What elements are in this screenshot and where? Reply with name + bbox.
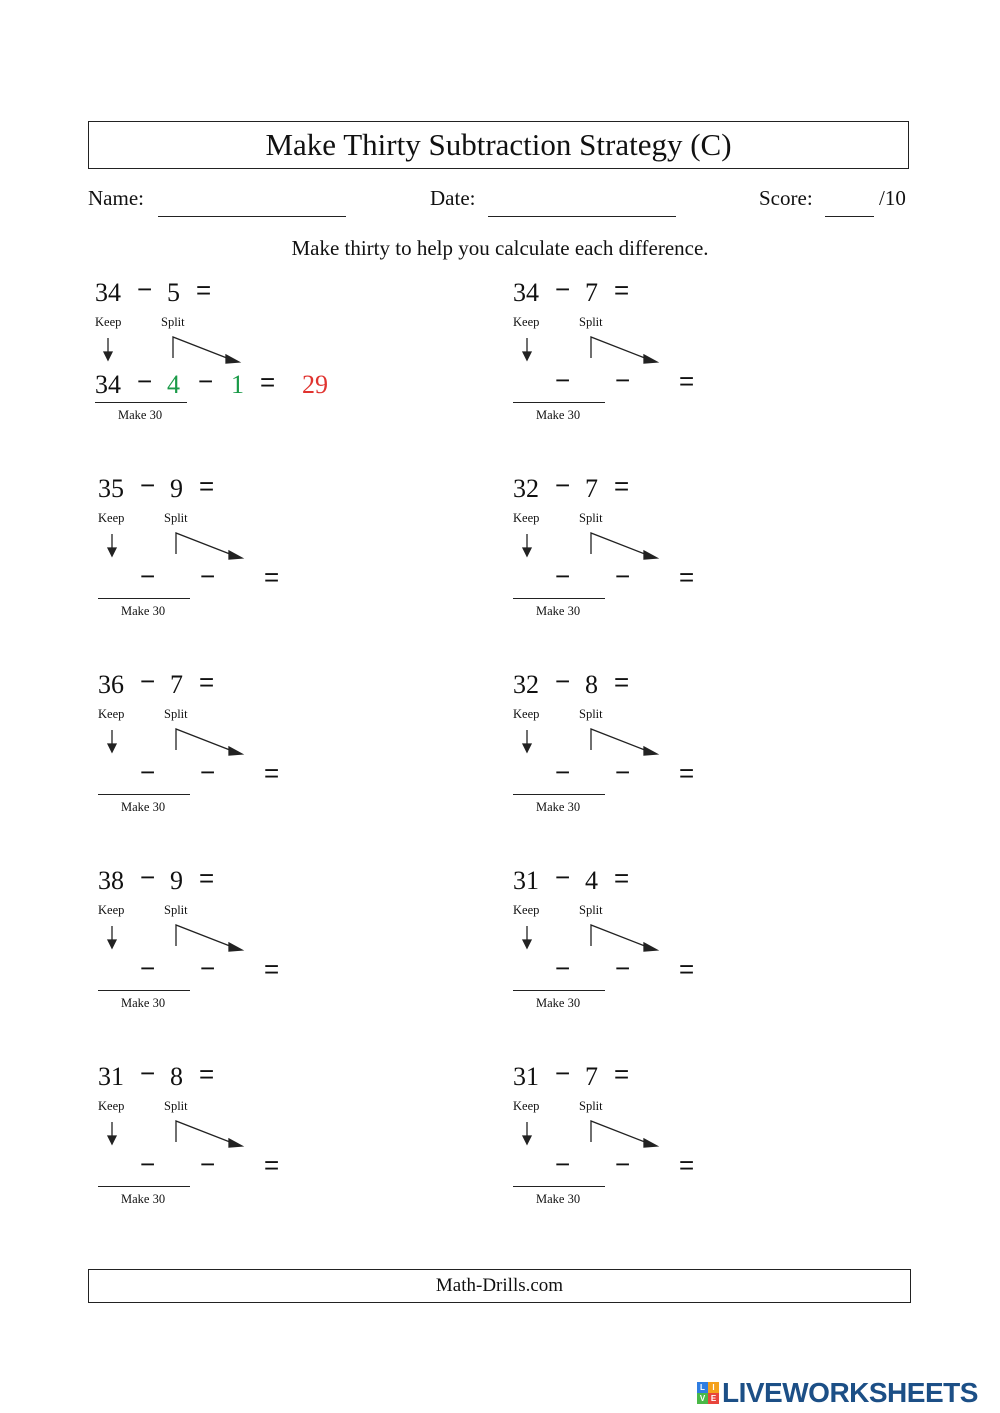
minus-sign: − [200, 1149, 216, 1179]
equals-sign: = [614, 275, 630, 305]
problem-minuend: 31 [513, 866, 539, 895]
liveworksheets-logo [697, 1382, 719, 1404]
minus-sign: − [140, 757, 156, 787]
minus-sign: − [140, 561, 156, 591]
equals-sign: = [614, 1059, 630, 1089]
make30-underline [513, 1186, 605, 1187]
equals-sign: = [199, 863, 215, 893]
minus-sign: − [555, 953, 571, 983]
keep-label: Keep [98, 903, 125, 917]
problem-minuend: 38 [98, 866, 124, 895]
minus-sign: − [140, 953, 156, 983]
equals-sign: = [264, 562, 280, 592]
make30-label: Make 30 [536, 996, 581, 1010]
make30-label: Make 30 [536, 800, 581, 814]
logo-tile: L [697, 1382, 708, 1393]
minus-sign: − [140, 666, 156, 696]
problem [507, 470, 837, 626]
keep-value: 34 [95, 370, 121, 399]
equals-sign: = [264, 954, 280, 984]
equals-sign: = [199, 471, 215, 501]
problem-minuend: 32 [513, 670, 539, 699]
make30-underline [513, 598, 605, 599]
minus-sign: − [615, 953, 631, 983]
equals-sign: = [679, 366, 695, 396]
equals-sign: = [614, 471, 630, 501]
split-label: Split [579, 315, 603, 329]
make30-underline [98, 794, 190, 795]
keep-label: Keep [513, 1099, 540, 1113]
minus-sign: − [140, 470, 156, 500]
minus-sign: − [200, 757, 216, 787]
split-label: Split [164, 511, 188, 525]
minus-sign: − [555, 470, 571, 500]
problem [92, 862, 422, 1018]
problem-subtrahend: 7 [585, 1062, 598, 1091]
liveworksheets-brand [697, 1378, 978, 1408]
instructions: Make thirty to help you calculate each difference. [291, 236, 709, 260]
equals-sign: = [679, 1150, 695, 1180]
logo-tile: I [708, 1382, 719, 1393]
equals-sign: = [199, 1059, 215, 1089]
problem [92, 666, 422, 822]
keep-label: Keep [98, 511, 125, 525]
minus-sign: − [198, 366, 214, 396]
make30-label: Make 30 [536, 604, 581, 618]
problem-subtrahend: 9 [170, 866, 183, 895]
problem-subtrahend: 7 [585, 474, 598, 503]
problem-minuend: 35 [98, 474, 124, 503]
problem [92, 1058, 422, 1214]
make30-label: Make 30 [121, 604, 166, 618]
score-total: /10 [879, 186, 906, 210]
make30-label: Make 30 [121, 800, 166, 814]
split-label: Split [164, 1099, 188, 1113]
split-label: Split [164, 903, 188, 917]
keep-label: Keep [513, 511, 540, 525]
equals-sign: = [679, 758, 695, 788]
equals-sign: = [679, 954, 695, 984]
problem-subtrahend: 8 [170, 1062, 183, 1091]
minus-sign: − [137, 274, 153, 304]
equals-sign: = [264, 1150, 280, 1180]
make30-label: Make 30 [121, 996, 166, 1010]
problem-subtrahend: 7 [585, 278, 598, 307]
problem-minuend: 32 [513, 474, 539, 503]
problem-minuend: 31 [98, 1062, 124, 1091]
minus-sign: − [615, 365, 631, 395]
equals-sign: = [679, 562, 695, 592]
minus-sign: − [140, 862, 156, 892]
minus-sign: − [615, 757, 631, 787]
keep-label: Keep [98, 1099, 125, 1113]
problem-minuend: 36 [98, 670, 124, 699]
minus-sign: − [555, 365, 571, 395]
problem-subtrahend: 9 [170, 474, 183, 503]
problem [507, 1058, 837, 1214]
make30-label: Make 30 [536, 408, 581, 422]
date-field[interactable] [488, 216, 676, 217]
keep-label: Keep [98, 707, 125, 721]
equals-sign: = [264, 758, 280, 788]
problem-subtrahend: 7 [170, 670, 183, 699]
make30-part: 4 [167, 370, 180, 399]
minus-sign: − [555, 1058, 571, 1088]
problem-subtrahend: 5 [167, 278, 180, 307]
make30-underline [98, 990, 190, 991]
make30-underline [513, 794, 605, 795]
split-label: Split [579, 511, 603, 525]
problem [507, 274, 837, 430]
minus-sign: − [555, 561, 571, 591]
problem [507, 666, 837, 822]
split-label: Split [579, 707, 603, 721]
equals-sign: = [260, 367, 276, 397]
split-label: Split [579, 903, 603, 917]
minus-sign: − [140, 1149, 156, 1179]
logo-tile: E [708, 1393, 719, 1404]
minus-sign: − [555, 274, 571, 304]
minus-sign: − [615, 1149, 631, 1179]
make30-label: Make 30 [536, 1192, 581, 1206]
equals-sign: = [199, 667, 215, 697]
brand-text: LIVEWORKSHEETS [722, 1377, 978, 1408]
minus-sign: − [555, 757, 571, 787]
keep-label: Keep [513, 707, 540, 721]
logo-tile: V [697, 1393, 708, 1404]
make30-underline [513, 402, 605, 403]
remainder-part: 1 [231, 370, 244, 399]
minus-sign: − [555, 1149, 571, 1179]
equals-sign: = [614, 667, 630, 697]
minus-sign: − [615, 561, 631, 591]
problem [92, 470, 422, 626]
split-label: Split [164, 707, 188, 721]
split-label: Split [161, 315, 185, 329]
minus-sign: − [200, 953, 216, 983]
minus-sign: − [555, 862, 571, 892]
problem-subtrahend: 8 [585, 670, 598, 699]
minus-sign: − [137, 366, 153, 396]
make30-underline [98, 598, 190, 599]
keep-label: Keep [95, 315, 122, 329]
problem [507, 862, 837, 1018]
equals-sign: = [196, 275, 212, 305]
make30-underline [513, 990, 605, 991]
footer-source: Math-Drills.com [88, 1269, 911, 1303]
keep-label: Keep [513, 315, 540, 329]
make30-label: Make 30 [121, 1192, 166, 1206]
score-label: Score: [759, 186, 813, 210]
problem-subtrahend: 4 [585, 866, 598, 895]
example-problem [92, 274, 422, 430]
minus-sign: − [200, 561, 216, 591]
problem-minuend: 31 [513, 1062, 539, 1091]
keep-label: Keep [513, 903, 540, 917]
score-field[interactable] [825, 216, 874, 217]
worksheet-title: Make Thirty Subtraction Strategy (C) [88, 121, 909, 169]
problem-minuend: 34 [95, 278, 121, 307]
answer: 29 [302, 370, 328, 399]
split-label: Split [579, 1099, 603, 1113]
date-label: Date: [430, 186, 476, 210]
minus-sign: − [140, 1058, 156, 1088]
name-field[interactable] [158, 216, 346, 217]
problem-minuend: 34 [513, 278, 539, 307]
name-label: Name: [88, 186, 144, 210]
make30-underline [95, 402, 187, 403]
minus-sign: − [555, 666, 571, 696]
make30-underline [98, 1186, 190, 1187]
make30-label: Make 30 [118, 408, 163, 422]
equals-sign: = [614, 863, 630, 893]
